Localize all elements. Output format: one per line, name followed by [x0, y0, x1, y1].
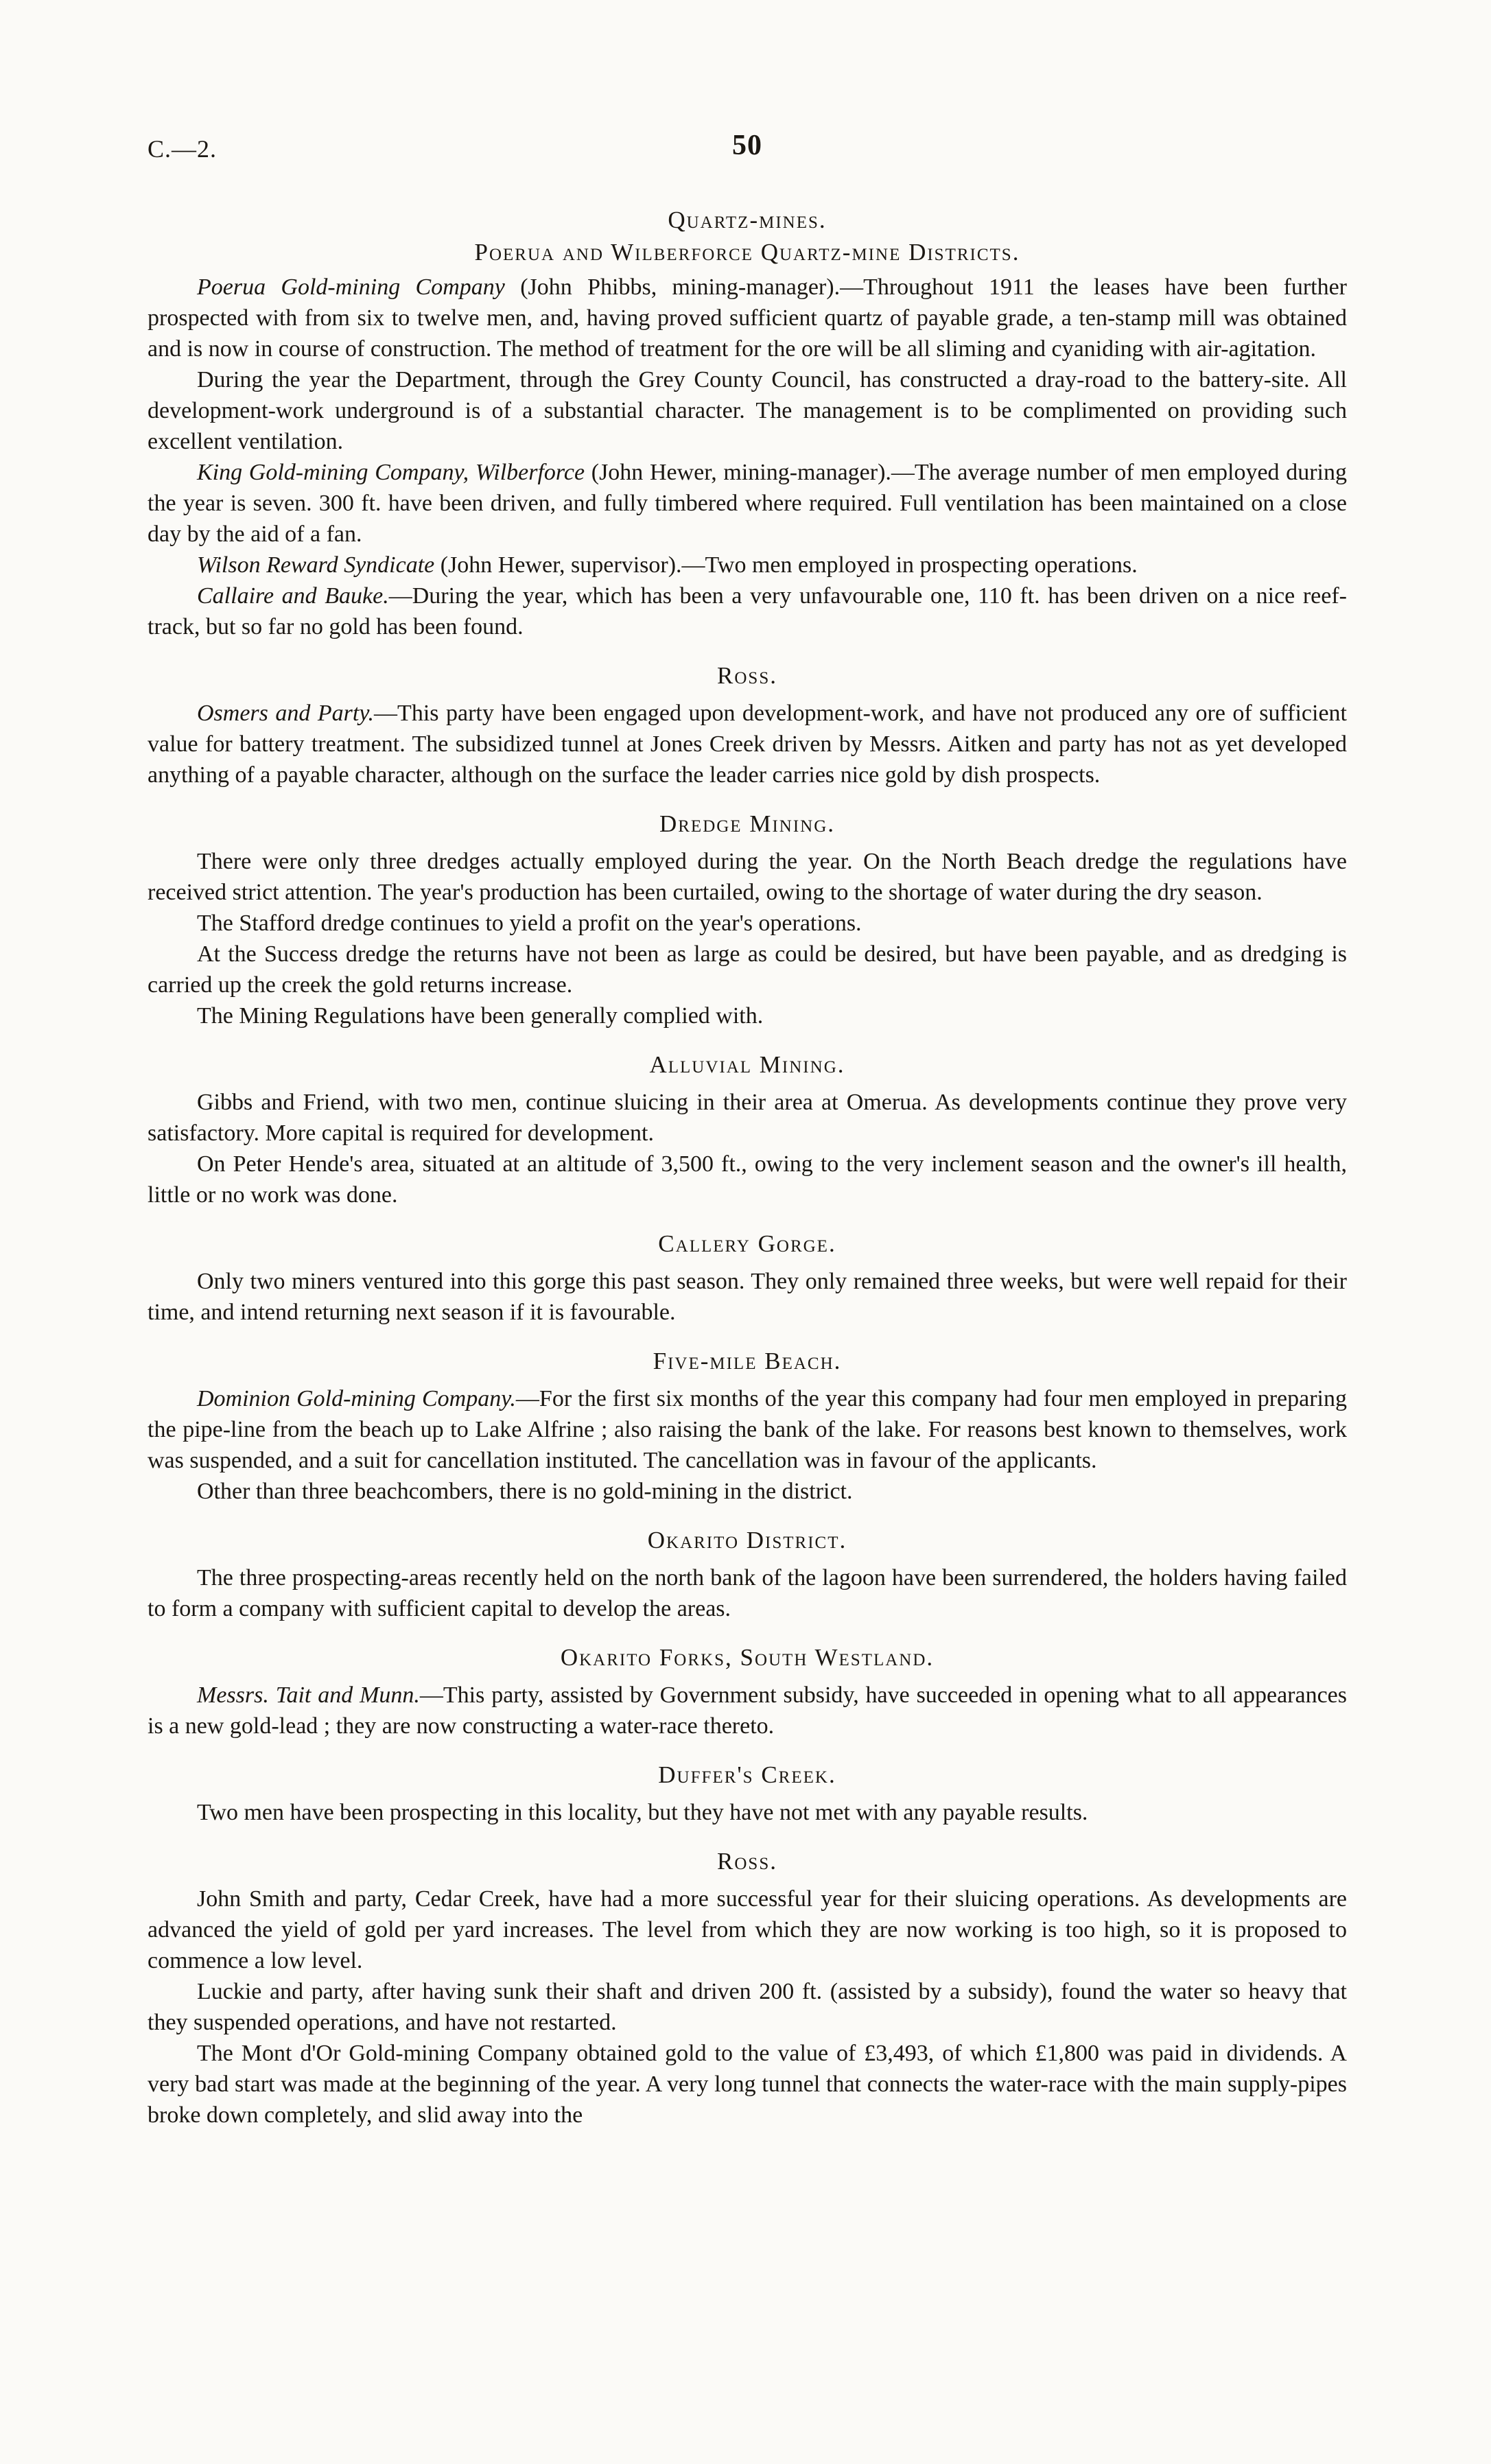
text-run: Only two miners ventured into this gorge this past season. They only remained three weeks, but were well repaid for their time, and intend returning next season if it is favourable. — [148, 1269, 1347, 1325]
paragraph — [148, 939, 1347, 1000]
paragraph — [148, 1149, 1347, 1210]
page-header — [148, 129, 1347, 167]
text-run: —This party have been engaged upon development-work, and have not produced any ore of sufficient value for battery treatment. The subsidized tunnel at Jones Creek driven by Messrs. Aitken and party has not as yet developed anything of a payable character, although on the surface the leader carries nice gold by dish prospects. — [148, 701, 1347, 788]
paragraph — [148, 698, 1347, 790]
section-heading: Duffer's Creek. — [658, 1761, 836, 1788]
paragraph — [148, 1087, 1347, 1149]
company-name: Dominion Gold-mining Company. — [197, 1386, 516, 1411]
paragraph — [148, 1680, 1347, 1741]
paragraph — [148, 272, 1347, 364]
company-name: Callaire and Bauke. — [197, 583, 389, 609]
document-body — [148, 204, 1347, 2131]
section-heading: Okarito Forks, South Westland. — [560, 1644, 935, 1671]
paragraph — [148, 2038, 1347, 2131]
text-run: The Mont d'Or Gold-mining Company obtained gold to the value of £3,493, of which £1,800 was paid in dividends. A very bad start was made at the beginning of the year. A very long tunnel that connects the water-race with the main supply-pipes broke down completely, and slid away into the — [148, 2041, 1347, 2128]
text-run: The Stafford dredge continues to yield a profit on the year's operations. — [197, 911, 862, 936]
text-run: (John Hewer, supervisor).—Two men employed in prospecting operations. — [434, 552, 1138, 578]
section-heading: Ross. — [717, 1848, 777, 1875]
paragraph — [148, 1562, 1347, 1624]
section-heading: Five-mile Beach. — [653, 1348, 842, 1374]
paragraph — [148, 908, 1347, 939]
company-name: King Gold-mining Company, Wilberforce — [197, 460, 585, 485]
section-heading: Dredge Mining. — [659, 810, 836, 837]
text-run: There were only three dredges actually employed during the year. On the North Beach dredge the regulations have received strict attention. The year's production has been curtailed, owing to the shortage of water during the dry season. — [148, 849, 1347, 905]
text-run: During the year the Department, through the Grey County Council, has constructed a dray-road to the battery-site. All development-work underground is of a substantial character. The management is to be complimented on providing such excellent ventilation. — [148, 367, 1347, 454]
paragraph — [148, 1000, 1347, 1031]
section-heading: Poerua and Wilberforce Quartz-mine Districts. — [474, 239, 1020, 266]
text-run: —This party, assisted by Government subsidy, have succeeded in opening what to all appearances is a new gold-lead ; they are now constructing a water-race thereto. — [148, 1682, 1347, 1739]
text-run: (John Phibbs, mining-manager).—Throughout 1911 the leases have been further prospected with from six to twelve men, and, having proved sufficient quartz of payable grade, a ten-stamp mill was obtained and is now in course of construction. The method of treatment for the ore will be all sliming and cyaniding with air-agitation. — [148, 274, 1347, 362]
text-run: John Smith and party, Cedar Creek, have had a more successful year for their sluicing operations. As developments are advanced the yield of gold per yard increases. The level from which they are now working is too high, so it is proposed to commence a low level. — [148, 1886, 1347, 1973]
text-run: On Peter Hende's area, situated at an altitude of 3,500 ft., owing to the very inclement season and the owner's ill health, little or no work was done. — [148, 1151, 1347, 1208]
paragraph — [148, 364, 1347, 457]
company-name: Wilson Reward Syndicate — [197, 552, 435, 578]
text-run: At the Success dredge the returns have not been as large as could be desired, but have been payable, and as dredging is carried up the creek the gold returns increase. — [148, 941, 1347, 998]
paragraph — [148, 1383, 1347, 1476]
text-run: Gibbs and Friend, with two men, continue sluicing in their area at Omerua. As developments continue they prove very satisfactory. More capital is required for development. — [148, 1090, 1347, 1146]
section-heading: Quartz-mines. — [668, 207, 827, 233]
paragraph — [148, 580, 1347, 642]
company-name: Osmers and Party. — [197, 701, 375, 726]
text-run: Two men have been prospecting in this locality, but they have not met with any payable results. — [197, 1800, 1088, 1825]
text-run: (John Hewer, mining-manager).—The average number of men employed during the year is seven. 300 ft. have been driven, and fully timbered where required. Full ventilation has been maintained on a close day by the aid of a fan. — [148, 460, 1347, 547]
text-run: —For the first six months of the year this company had four men employed in preparing the pipe-line from the beach up to Lake Alfrine ; also raising the bank of the lake. For reasons best known to themselves, work was suspended, and a suit for cancellation instituted. The cancellation was in favour of the applicants. — [148, 1386, 1347, 1473]
text-run: The Mining Regulations have been generally complied with. — [197, 1003, 764, 1029]
paragraph — [148, 1266, 1347, 1328]
text-run: The three prospecting-areas recently held on the north bank of the lagoon have been surrendered, the holders having failed to form a company with sufficient capital to develop the areas. — [148, 1565, 1347, 1621]
paragraph — [148, 1884, 1347, 1976]
company-name: Messrs. Tait and Munn. — [197, 1682, 420, 1708]
paragraph — [148, 1797, 1347, 1828]
section-heading: Okarito District. — [647, 1527, 847, 1553]
page-number: 50 — [732, 130, 762, 161]
paragraph — [148, 1476, 1347, 1507]
paragraph — [148, 1976, 1347, 2038]
section-heading: Alluvial Mining. — [649, 1051, 845, 1078]
text-run: Luckie and party, after having sunk their shaft and driven 200 ft. (assisted by a subsidy), found the water so heavy that they suspended operations, and have not restarted. — [148, 1979, 1347, 2035]
paragraph — [148, 846, 1347, 908]
paragraph — [148, 550, 1347, 580]
text-run: Other than three beachcombers, there is no gold-mining in the district. — [197, 1479, 853, 1504]
section-heading: Callery Gorge. — [658, 1230, 836, 1257]
section-heading: Ross. — [717, 662, 777, 689]
paragraph — [148, 457, 1347, 550]
text-run: —During the year, which has been a very unfavourable one, 110 ft. has been driven on a nice reef-track, but so far no gold has been found. — [148, 583, 1347, 640]
volume-label: C.—2. — [148, 135, 218, 163]
company-name: Poerua Gold-mining Company — [197, 274, 505, 300]
